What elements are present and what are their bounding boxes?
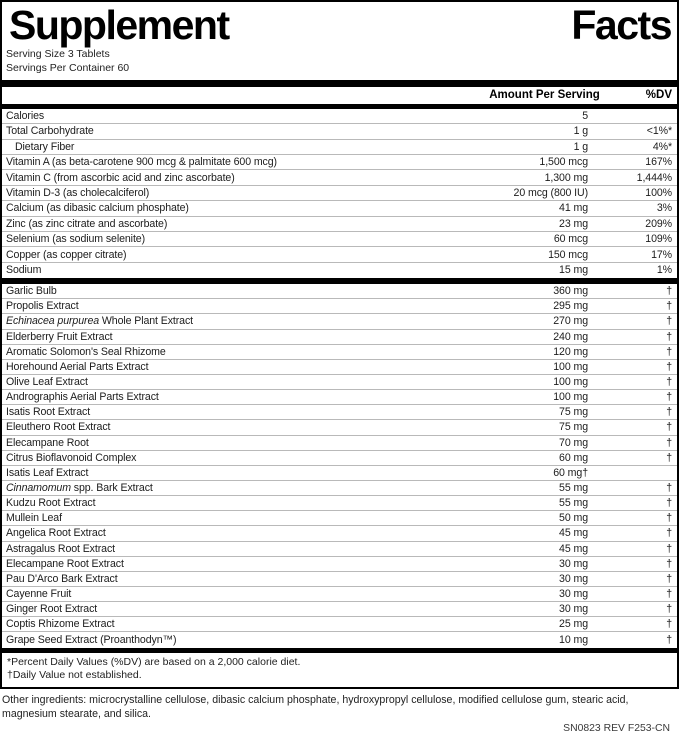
table-row <box>2 511 677 526</box>
daily-value: † <box>666 376 672 389</box>
amount-per-serving-value: 50 mg <box>559 512 588 525</box>
table-row <box>2 186 677 201</box>
ingredient-name: Mullein Leaf <box>6 512 62 525</box>
daily-value: 3% <box>656 202 672 215</box>
ingredient-name: Olive Leaf Extract <box>6 376 88 389</box>
daily-value: † <box>666 315 672 328</box>
amount-per-serving-value: 295 mg <box>553 300 588 313</box>
ingredient-name: Selenium (as sodium selenite) <box>6 233 146 246</box>
ingredient-name: Ginger Root Extract <box>6 603 98 616</box>
table-row <box>2 299 677 314</box>
table-row <box>2 436 677 451</box>
daily-value: † <box>666 603 672 616</box>
column-headers <box>2 87 677 104</box>
ingredient-name: Andrographis Aerial Parts Extract <box>6 391 159 404</box>
amount-per-serving-value: 100 mg <box>553 360 588 373</box>
serving-size: Serving Size 3 Tablets <box>6 48 110 61</box>
amount-per-serving-value: 75 mg <box>559 406 588 419</box>
panel-title <box>2 2 677 48</box>
title-word-facts: Facts <box>571 2 671 48</box>
ingredient-name: Vitamin C (from ascorbic acid and zinc ascorbate) <box>6 171 235 184</box>
daily-value: 209% <box>645 217 672 230</box>
table-row <box>2 345 677 360</box>
amount-per-serving-value: 150 mcg <box>548 248 588 261</box>
amount-per-serving-value: 75 mg <box>559 421 588 434</box>
table-row <box>2 542 677 557</box>
table-row <box>2 330 677 345</box>
amount-per-serving-header: Amount Per Serving <box>489 89 600 102</box>
serving-info <box>2 45 677 77</box>
amount-per-serving-value: 55 mg <box>559 482 588 495</box>
amount-per-serving-value: 240 mg <box>553 330 588 343</box>
amount-per-serving-value: 55 mg <box>559 497 588 510</box>
daily-value: † <box>666 360 672 373</box>
table-row <box>2 375 677 390</box>
ingredient-name: Echinacea purpurea Whole Plant Extract <box>6 315 194 328</box>
table-row <box>2 247 677 262</box>
daily-value: <1%* <box>646 125 672 138</box>
footnote-dagger: †Daily Value not established. <box>7 669 142 682</box>
table-row <box>2 314 677 329</box>
amount-per-serving-value: 30 mg <box>559 557 588 570</box>
ingredient-name: Vitamin D-3 (as cholecalciferol) <box>6 186 150 199</box>
ingredient-name: Dietary Fiber <box>15 140 75 153</box>
amount-per-serving-value: 10 mg <box>559 633 588 646</box>
daily-value: † <box>666 633 672 646</box>
table-row <box>2 572 677 587</box>
table-row <box>2 466 677 481</box>
table-row <box>2 263 677 278</box>
table-row <box>2 617 677 632</box>
daily-value: † <box>666 557 672 570</box>
amount-per-serving-value: 100 mg <box>553 376 588 389</box>
table-row <box>2 587 677 602</box>
amount-per-serving-value: 1,300 mg <box>544 171 588 184</box>
footnotes <box>2 653 677 687</box>
table-row <box>2 201 677 216</box>
dv-header: %DV <box>645 89 672 102</box>
amount-per-serving-value: 25 mg <box>559 618 588 631</box>
table-row <box>2 140 677 155</box>
ingredient-name: Astragalus Root Extract <box>6 542 115 555</box>
daily-value: † <box>666 451 672 464</box>
ingredient-name: Cinnamomum spp. Bark Extract <box>6 482 153 495</box>
daily-value: 167% <box>645 156 672 169</box>
amount-per-serving-value: 1,500 mcg <box>539 156 588 169</box>
daily-value: 1% <box>656 264 672 277</box>
ingredient-name: Aromatic Solomon's Seal Rhizome <box>6 345 166 358</box>
ingredient-name: Coptis Rhizome Extract <box>6 618 115 631</box>
revision-code: SN0823 REV F253-CN <box>563 722 670 734</box>
daily-value: † <box>666 330 672 343</box>
ingredient-name: Pau D'Arco Bark Extract <box>6 572 118 585</box>
table-row <box>2 232 677 247</box>
ingredient-name: Elderberry Fruit Extract <box>6 330 113 343</box>
table-row <box>2 526 677 541</box>
table-row <box>2 557 677 572</box>
table-row <box>2 405 677 420</box>
amount-per-serving-value: 30 mg <box>559 572 588 585</box>
amount-per-serving-value: 15 mg <box>559 264 588 277</box>
ingredient-name: Isatis Root Extract <box>6 406 91 419</box>
daily-value: † <box>666 512 672 525</box>
amount-per-serving-value: 5 <box>582 110 588 123</box>
ingredient-name: Calcium (as dibasic calcium phosphate) <box>6 202 189 215</box>
table-row <box>2 170 677 185</box>
table-row <box>2 481 677 496</box>
table-row <box>2 451 677 466</box>
table-row <box>2 109 677 124</box>
table-row <box>2 602 677 617</box>
amount-per-serving-value: 30 mg <box>559 603 588 616</box>
ingredient-name: Angelica Root Extract <box>6 527 106 540</box>
amount-per-serving-value: 30 mg <box>559 588 588 600</box>
daily-value: † <box>666 572 672 585</box>
amount-per-serving-value: 60 mg† <box>553 466 588 479</box>
table-row <box>2 420 677 435</box>
divider-bar-top <box>2 80 677 87</box>
table-row <box>2 217 677 232</box>
amount-per-serving-value: 70 mg <box>559 436 588 449</box>
daily-value: † <box>666 406 672 419</box>
title-word-supplement: Supplement <box>9 2 229 48</box>
daily-value: † <box>666 542 672 555</box>
daily-value: † <box>666 285 672 298</box>
amount-per-serving-value: 23 mg <box>559 217 588 230</box>
ingredient-name: Copper (as copper citrate) <box>6 248 127 261</box>
nutrient-table <box>2 109 677 278</box>
daily-value: 17% <box>651 248 672 261</box>
ingredient-name: Propolis Extract <box>6 300 79 313</box>
herb-table <box>2 284 677 647</box>
amount-per-serving-value: 45 mg <box>559 542 588 555</box>
daily-value: † <box>666 618 672 631</box>
daily-value: † <box>666 391 672 404</box>
ingredient-name: Grape Seed Extract (Proanthodyn™) <box>6 633 177 646</box>
amount-per-serving-value: 20 mcg (800 IU) <box>513 186 588 199</box>
amount-per-serving-value: 360 mg <box>553 285 588 298</box>
ingredient-name: Cayenne Fruit <box>6 588 72 600</box>
ingredient-name: Vitamin A (as beta-carotene 900 mcg & palmitate 600 mcg) <box>6 156 277 169</box>
ingredient-name: Total Carbohydrate <box>6 125 94 138</box>
amount-per-serving-value: 60 mg <box>559 451 588 464</box>
ingredient-name: Isatis Leaf Extract <box>6 466 89 479</box>
daily-value: † <box>666 497 672 510</box>
ingredient-name: Eleuthero Root Extract <box>6 421 111 434</box>
daily-value: 109% <box>645 233 672 246</box>
table-row <box>2 496 677 511</box>
daily-value: † <box>666 300 672 313</box>
daily-value: 1,444% <box>636 171 672 184</box>
amount-per-serving-value: 1 g <box>573 140 588 153</box>
ingredient-name: Garlic Bulb <box>6 285 57 298</box>
amount-per-serving-value: 60 mcg <box>553 233 588 246</box>
table-row <box>2 155 677 170</box>
ingredient-name: Sodium <box>6 264 42 277</box>
amount-per-serving-value: 100 mg <box>553 391 588 404</box>
daily-value: 4%* <box>652 140 672 153</box>
amount-per-serving-value: 270 mg <box>553 315 588 328</box>
daily-value: † <box>666 436 672 449</box>
ingredient-name: Citrus Bioflavonoid Complex <box>6 451 137 464</box>
amount-per-serving-value: 41 mg <box>559 202 588 215</box>
amount-per-serving-value: 120 mg <box>553 345 588 358</box>
table-row <box>2 360 677 375</box>
daily-value: † <box>666 421 672 434</box>
table-row <box>2 124 677 139</box>
ingredient-name: Elecampane Root Extract <box>6 557 124 570</box>
ingredient-name: Kudzu Root Extract <box>6 497 96 510</box>
footnote-percent-dv: *Percent Daily Values (%DV) are based on a 2,000 calorie diet. <box>7 655 301 668</box>
daily-value: † <box>666 482 672 495</box>
amount-per-serving-value: 1 g <box>573 125 588 138</box>
daily-value: † <box>666 345 672 358</box>
ingredient-name: Elecampane Root <box>6 436 89 449</box>
table-row <box>2 390 677 405</box>
daily-value: † <box>666 527 672 540</box>
ingredient-name: Calories <box>6 110 45 123</box>
ingredient-name: Horehound Aerial Parts Extract <box>6 360 149 373</box>
daily-value: † <box>666 588 672 600</box>
table-row <box>2 632 677 647</box>
other-ingredients: Other ingredients: microcrystalline cellulose, dibasic calcium phosphate, hydroxypropyl cellulose, modified cellulose gum, stearic acid, magnesium stearate, and silica. <box>2 693 629 720</box>
daily-value: 100% <box>645 186 672 199</box>
table-row <box>2 284 677 299</box>
servings-per-container: Servings Per Container 60 <box>6 61 130 74</box>
amount-per-serving-value: 45 mg <box>559 527 588 540</box>
ingredient-name: Zinc (as zinc citrate and ascorbate) <box>6 217 168 230</box>
